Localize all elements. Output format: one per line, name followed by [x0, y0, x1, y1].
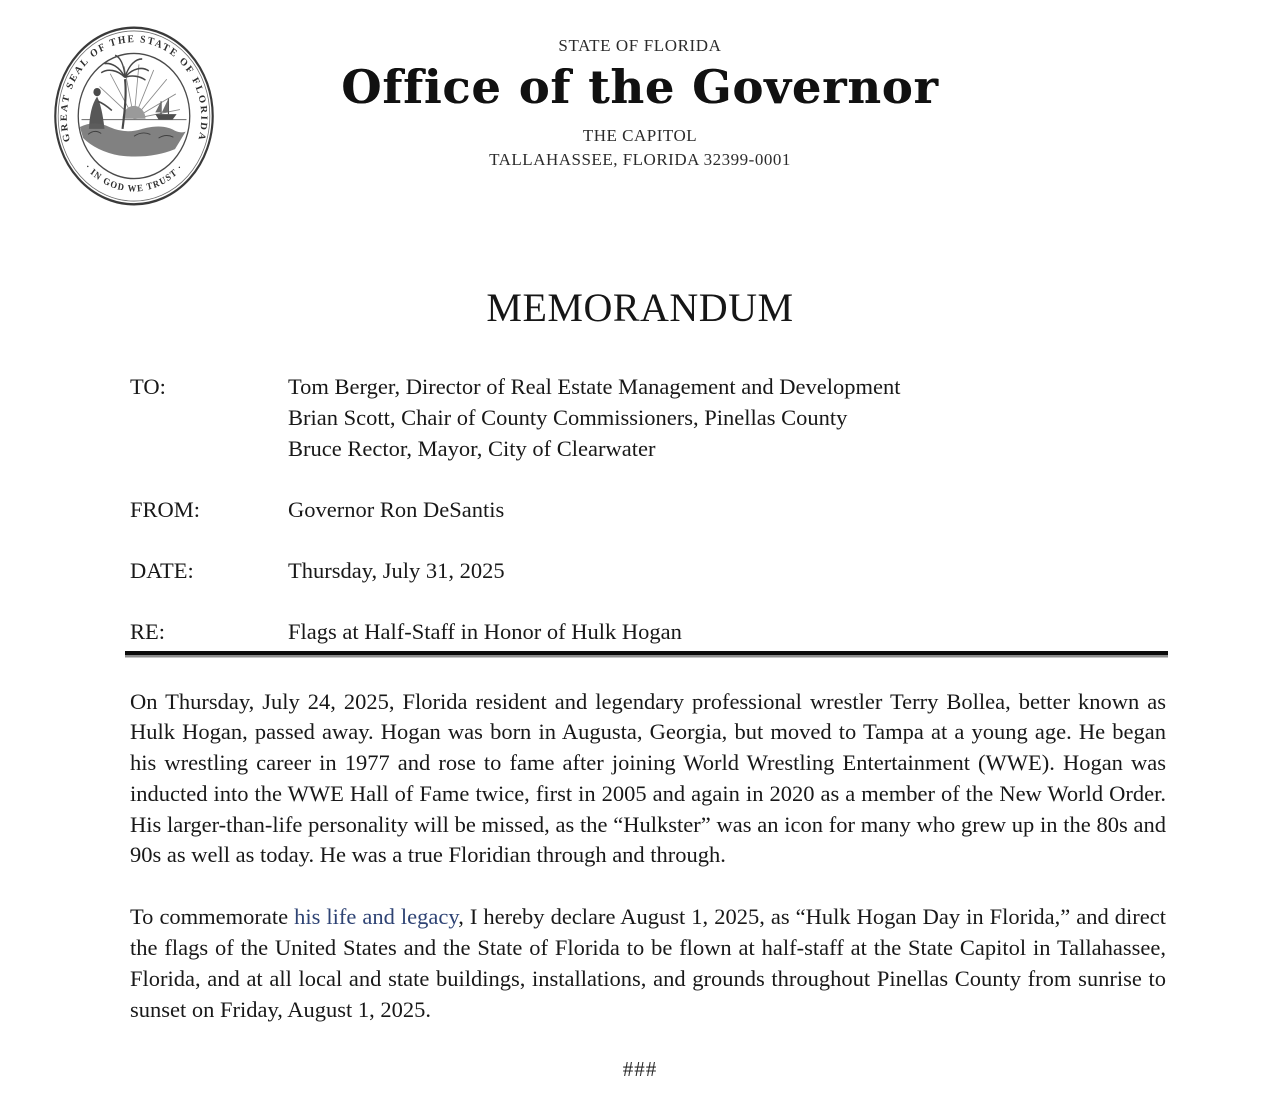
recipient-line: Brian Scott, Chair of County Commissioners, Pinellas County	[288, 405, 848, 430]
field-label-to: TO:	[130, 374, 166, 399]
office-title: Office of the Governor	[341, 60, 939, 114]
proclamation-text-after: , I hereby declare August 1, 2025, as “Hulk Hogan Day in Florida,” and direct the flags of the United States and the State of Florida to be flown at half-staff at the State Capitol in Tallahassee, Florida, and at all local and state buildings, installations, and grounds throughout Pinellas County from sunrise to sunset on Friday, August 1, 2025.	[130, 904, 1166, 1022]
life-and-legacy-link[interactable]: his life and legacy	[294, 904, 459, 930]
end-mark: ###	[622, 1057, 658, 1082]
field-value-to	[288, 371, 1166, 464]
proclamation-text-before: To commemorate	[130, 904, 295, 930]
field-value-re: Flags at Half-Staff in Honor of Hulk Hogan	[288, 619, 682, 644]
florida-state-seal	[52, 24, 216, 208]
divider-rule	[125, 651, 1168, 655]
field-row-to	[130, 371, 1166, 464]
florida-state-seal-graphic	[52, 24, 216, 208]
field-value-from: Governor Ron DeSantis	[288, 497, 505, 522]
address-line: TALLAHASSEE, FLORIDA 32399-0001	[489, 150, 791, 169]
field-row-from	[130, 494, 1166, 525]
field-label-date: DATE:	[130, 558, 194, 583]
memo-title: MEMORANDUM	[486, 285, 794, 330]
state-line: STATE OF FLORIDA	[558, 36, 722, 55]
paragraph-proclamation	[130, 902, 1166, 1025]
paragraph-obituary: On Thursday, July 24, 2025, Florida resident and legendary professional wrestler Terry Bollea, better known as Hulk Hogan, passed away. Hogan was born in Augusta, Georgia, but moved to Tampa at a young age. He began his wrestling career in 1977 and rose to fame after joining World Wrestling Entertainment (WWE). Hogan was inducted into the WWE Hall of Fame twice, first in 2005 and again in 2020 as a member of the New World Order. His larger-than-life personality will be missed, as the “Hulkster” was an icon for many who grew up in the 80s and 90s as well as today. He was a true Floridian through and through.	[130, 688, 1166, 868]
capitol-line: THE CAPITOL	[582, 126, 698, 145]
field-row-date	[130, 555, 1166, 586]
seal-ring-bottom-text: · IN GOD WE TRUST ·	[83, 161, 185, 194]
recipient-line: Bruce Rector, Mayor, City of Clearwater	[288, 436, 656, 461]
field-label-re: RE:	[130, 619, 166, 644]
memo-fields	[130, 371, 1166, 647]
seal-ring-top-text: GREAT SEAL OF THE STATE OF FLORIDA	[59, 33, 209, 144]
field-label-from: FROM:	[130, 497, 201, 522]
recipient-line: Tom Berger, Director of Real Estate Management and Development	[288, 374, 901, 399]
field-row-re	[130, 616, 1166, 647]
field-value-date: Thursday, July 31, 2025	[288, 558, 505, 583]
